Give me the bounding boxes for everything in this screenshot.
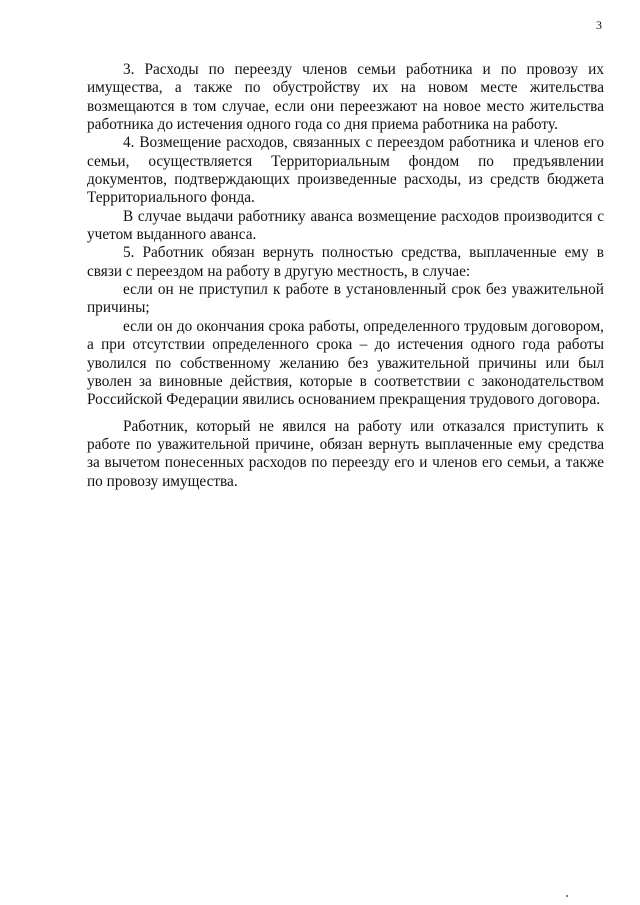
paragraph-valid-reason: Работник, который не явился на работу или отказался приступить к работе по уважительной причине, обязан вернуть выплаченные ему средства за вычетом понесенных расходов по переезду его и членов его семьи, а также по провозу имущества.	[87, 417, 604, 490]
paragraph-advance: В случае выдачи работнику аванса возмещение расходов производится с учетом выданного аванса.	[87, 207, 604, 244]
paragraph-item-4: 4. Возмещение расходов, связанных с переездом работника и членов его семьи, осуществляется Территориальным фондом по предъявлении документов, подтверждающих произведенные расходы, из средств бюджета Территориального фонда.	[87, 134, 604, 207]
scan-artifact	[566, 895, 568, 897]
paragraph-case-dismissed: если он до окончания срока работы, определенного трудовым договором, а при отсутствии определенного срока – до истечения одного года работы уволился по собственному желанию без уважительной причины или был уволен за виновные действия, которые в соответствии с законодательством Российской Федерации явились основанием прекращения трудового договора.	[87, 317, 604, 409]
paragraph-item-5: 5. Работник обязан вернуть полностью средства, выплаченные ему в связи с переездом на работу в другую местность, в случае:	[87, 244, 604, 280]
paragraph-case-not-started: если он не приступил к работе в установленный срок без уважительной причины;	[87, 281, 604, 317]
document-body	[87, 61, 604, 491]
paragraph-item-3: 3. Расходы по переезду членов семьи работника и по провозу их имущества, а также по обустройству их на новом месте жительства возмещаются в том случае, если они переезжают на новое место жительства работника до истечения одного года со дня приема работника на работу.	[87, 61, 604, 134]
page-number: 3	[596, 18, 602, 32]
